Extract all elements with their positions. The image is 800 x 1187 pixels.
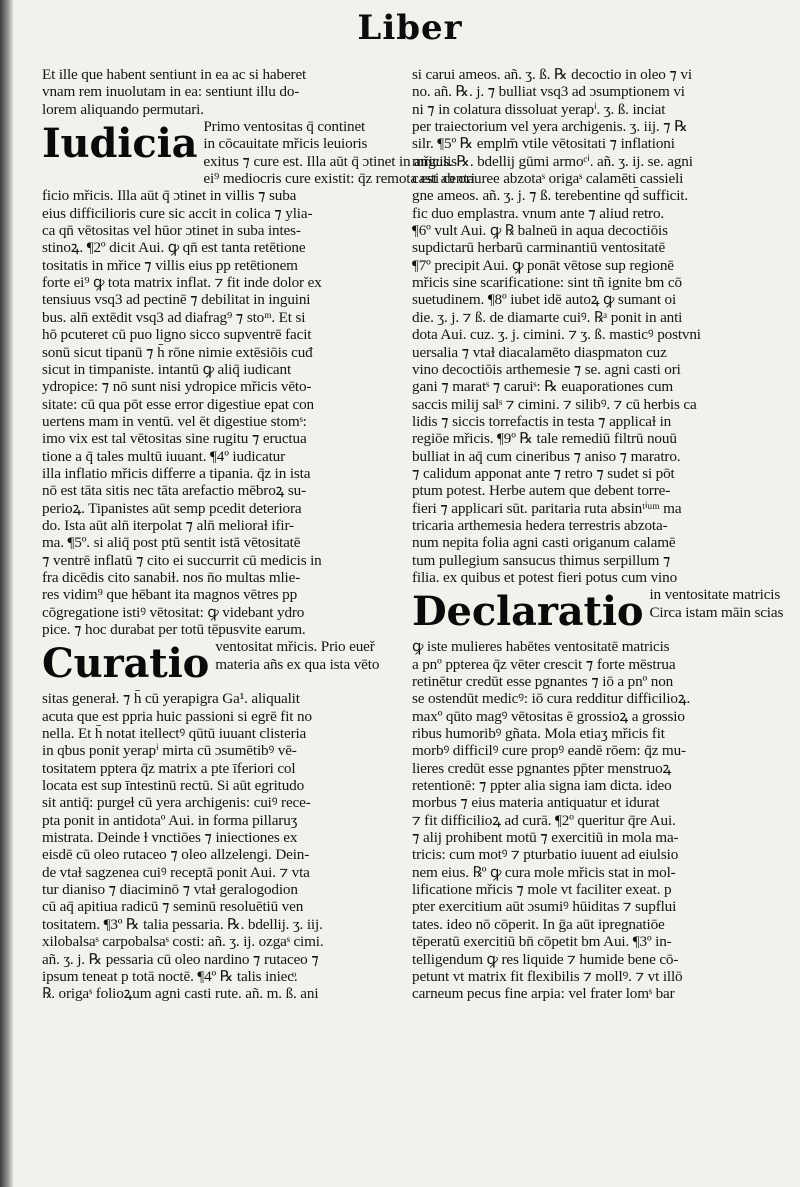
text-line: ⁊ fit difficilioꝝ ad curā. ¶2º queritur q̄re Aui. (412, 811, 676, 829)
curatio-continued (412, 66, 772, 586)
heading-side-text (215, 638, 404, 673)
text-line: Et ille que habent sentiunt in ea ac si haberet (42, 66, 307, 83)
section-iudicia (42, 118, 475, 188)
text-line: ventositat mřicis. Prio eueř (215, 638, 375, 656)
text-line: uertens mam in ventū. vel ēt digestiue stomˢ: (42, 412, 307, 430)
text-line: cōgregatione istiꝰ vētositat: ꝙ videbant ydro (42, 603, 305, 621)
text-line: ptum potest. Herbe autem que debent torre- (412, 482, 671, 500)
text-line: tricis: cum motꝰ ⁊ pturbatio iuuent ad eiulsio (412, 846, 679, 864)
text-line: sit antiq̄: purgeɫ cū yera archigenis: cuiꝰ rece- (42, 794, 311, 812)
text-line: telligendum ꝙ res liquide ⁊ humide bene cō- (412, 950, 679, 968)
text-line: ⁊ alij prohibent motū ⁊ exercitiū in mola ma- (412, 829, 679, 847)
declaratio-body (412, 638, 772, 1002)
text-line: ei⁹ mediocris cure existit: q̄z remota est ab ori (203, 170, 475, 188)
text-line: añ. ʒ. j. ℞ pessaria cū oleo nardino ⁊ rutaceo ⁊ (42, 950, 319, 968)
text-line: pice. ⁊ hoc durabat per totū tēpusvite earum. (42, 621, 306, 638)
right-column (412, 66, 784, 1003)
page-gutter-shadow (0, 0, 14, 1187)
section-heading-iudicia: Iudicia (42, 120, 198, 168)
text-line: acuta que est ppria huic passioni si egrē fit no (42, 707, 312, 725)
text-line: petunt vt matrix fit flexibilis ⁊ mollꝰ. ⁊ vt illō (412, 967, 683, 985)
text-line: tensiuus vsq3 ad pectinē ⁊ debilitat in inguini (42, 291, 311, 309)
text-line: casti centauree abzotaˢ origaˢ calamēti cassieli (412, 170, 684, 188)
text-line: hō pcuteret cū puo ligno sicco supventrē facit (42, 326, 312, 344)
text-line: carneum pecus fine arpia: vel frater lomˢ bar (412, 985, 675, 1003)
text-line: silr. ¶5º ℞ emplm̄ vtile vētositati ⁊ inflationi (412, 135, 675, 153)
text-line: lieres credūt esse pgnantes pp̄ter menstruoꝝ (412, 759, 672, 777)
text-line: retinētur credūt esse pgnantes ⁊ iō a pnº non (412, 673, 674, 690)
text-line: Circa istam māin scias (649, 603, 784, 621)
text-line: lorem aliquando permutari. (42, 100, 204, 118)
text-line: tositatis in mřice ⁊ villis eius pp retētionem (42, 256, 298, 274)
text-line: in qbus ponit yerapⁱ mirta cū ɔsumētibꝰ vē- (42, 742, 297, 760)
text-line: ydropice: ⁊ nō sunt nisi ydropice mřicis vēto- (42, 378, 312, 396)
text-line: dota Aui. cuz. ʒ. j. cimini. ⁊ ʒ. ß. masticꝰ postvni (412, 326, 701, 344)
text-line: bulliat in aq̄ cum cineribus ⁊ aniso ⁊ maratro. (412, 447, 681, 465)
curatio-body (42, 690, 404, 1002)
text-line: de vtaɫ sagzenea cuiꝰ receptā ponit Aui. ⁊ vta (42, 863, 310, 881)
text-line: se ostendūt medicꝰ: iō cura redditur difficilioꝝ. (412, 690, 691, 708)
text-line: eius difficilioris cure sic accit in colica ⁊ ylia- (42, 204, 313, 222)
text-line: pter exercitium aūt ɔsumiꝰ hūiditas ⁊ supflui (412, 898, 677, 916)
text-line: morbꝰ difficilꝰ cure propꝰ eandē rōem: q̄z mu- (412, 742, 686, 760)
text-line: pta ponit in antidotaº Aui. in forma pillaruʒ (42, 811, 298, 829)
section-heading-declaratio: Declaratio (412, 588, 644, 636)
text-line: tum pullegium sansucus thimus serpillum ⁊ (412, 551, 671, 569)
text-line: forte ei⁹ ꝙ tota matrix inflat. ⁊ fit inde dolor ex (42, 274, 322, 292)
text-line: nella. Et h̄ notat itellectꝰ qūtū iuuant clisteria (42, 725, 307, 743)
text-line: tricaria arthemesia hedera terrestris abzota- (412, 516, 668, 534)
text-line: nem eius. ℞º ꝙ cura mole mřicis stat in mol- (412, 863, 676, 881)
text-line: sitas generaɫ. ⁊ h̄ cū yerapigra Ga¹. aliqualit (42, 690, 300, 708)
text-line: gne ameos. añ. ʒ. j. ⁊ ß. terebentine qd̄ sufficit. (412, 187, 689, 205)
text-line: num nepita folia agni casti origanum calamē (412, 534, 676, 552)
text-line: imo vix est tal vētositas sine rugitu ⁊ eructua (42, 430, 307, 448)
text-line: sicut in timpaniste. intantū ꝙ aliq̄ iudicant (42, 360, 292, 378)
text-line: no. añ. ℞. j. ⁊ bulliat vsq3 ad ɔsumptionem vi (412, 83, 685, 101)
text-line: tur dianiso ⁊ diaciminō ⁊ vtaɫ geralogodion (42, 881, 298, 899)
text-line: stinoꝝ. ¶2º dicit Aui. ꝙ qn̄ est tanta retētione (42, 239, 306, 257)
text-line: fieri ⁊ applicari sūt. paritaria ruta absinᵗⁱᵘᵐ ma (412, 499, 682, 517)
text-line: fra dicēdis cito sanabiɫ. nos n̄o multas mlie- (42, 568, 301, 586)
text-line: nō est tāta sitis nec tāta arefactio mēbroꝝ su- (42, 482, 307, 500)
text-line: sonū sicut tipanū ⁊ h̄ rōne nimie extēsiōis cuđ (42, 343, 313, 361)
text-line: exitus ⁊ cure est. Illa aūt q̄ ɔtinet in angulis (203, 152, 457, 170)
text-line: bus. aln̄ extēdit vsq3 ad diafrag⁹ ⁊ stoᵐ. Et si (42, 308, 306, 326)
text-line: regiōe mřicis. ¶9º ℞ tale remediū filtrū nouū (412, 430, 677, 448)
text-line: mistrata. Deinde ɫ vnctiōes ⁊ iniectiones ex (42, 829, 298, 847)
text-line: mřicis. ℞. bdellij gūmi armoᶜⁱ. añ. ʒ. ij. se. agni (412, 152, 693, 170)
text-line: sitate: cū qua pōt esse error digestiue epat con (42, 395, 314, 413)
text-line: uersalia ⁊ vtaɫ diacalamēto diaspmaton cuz (412, 343, 667, 361)
text-line: maxº qūto magꝰ vētositas ē grossioꝝ a grossio (412, 707, 685, 725)
text-line: tione a q̄ tales multū iuuant. ¶4º iudicatur (42, 447, 286, 465)
text-line: lificatione mřicis ⁊ mole vt faciliter exeat. p (412, 881, 672, 899)
text-line: illa inflatio mřicis differre a tipania. q̄z in ista (42, 464, 311, 482)
iudicia-body (42, 187, 404, 638)
text-line: perioꝝ. Tipanistes aūt semp pcedit deteriora (42, 499, 302, 517)
text-line: ipsum teneat p totā noctē. ¶4º ℞ talis iniecͦ. (42, 967, 298, 985)
text-line: cū aq̄ apitiua radicū ⁊ seminū resoluētiū ven (42, 898, 304, 916)
section-declaratio (412, 586, 784, 638)
text-line: tositatem pptera q̄z matrix a pte īferiori col (42, 759, 296, 777)
text-line: res vidim⁹ que hēbant ita magnos vētres pp (42, 586, 298, 604)
text-line: die. ʒ. j. ⁊ ß. de diamarte cuiꝰ. ℞ᵃ ponit in anti (412, 308, 683, 326)
text-line: per traiectorium vel yera archigenis. ʒ. iij. ⁊ ℞ (412, 118, 688, 136)
text-line: materia añs ex qua ista vēto (215, 655, 380, 673)
text-line: gani ⁊ maratˢ ⁊ caruiˢ: ℞ euaporationes cum (412, 378, 674, 396)
text-line: eisdē cū oleo rutaceo ⁊ oleo allzelengi. Dein- (42, 846, 310, 864)
text-line: retentionē: ⁊ ppter alia signa iam dicta. ideo (412, 777, 672, 795)
heading-side-text (203, 118, 475, 188)
text-line: ma. ¶5º. si aliq̄ post ptū sentit istā vētositatē (42, 534, 301, 552)
text-line: a pnº ppterea q̄z vēter crescit ⁊ forte mēstrua (412, 655, 676, 673)
text-line: supdictarū herbarū carminantiū ventositatē (412, 239, 666, 257)
text-line: ¶6º vult Aui. ꝙ ℞ balneū in aqua decoctiōis (412, 222, 668, 240)
heading-side-text (649, 586, 784, 621)
running-header: Liber (357, 8, 463, 48)
text-line: do. Ista aūt aln̄ iterpolat ⁊ aln̄ melioraɫ ifir- (42, 516, 294, 534)
text-line: ⁊ ventrē inflatū ⁊ cito ei succurrit cū medicis in (42, 551, 322, 569)
text-line: ficio mřicis. Illa aūt q̄ ɔtinet in villis ⁊ suba (42, 187, 297, 205)
text-line: vnam rem inuolutam in ea: sentiunt illu do- (42, 83, 300, 101)
left-column (42, 66, 475, 1003)
text-line: si carui ameos. añ. ʒ. ß. ℞ decoctio in oleo ⁊ vi (412, 66, 692, 83)
section-heading-curatio: Curatio (42, 640, 210, 688)
text-line: ⁊ calidum apponat ante ⁊ retro ⁊ sudet si pōt (412, 464, 675, 482)
text-line: Primo ventositas q̄ continet (203, 118, 366, 136)
text-line: locata est sup īntestinū rectū. Si aūt egritudo (42, 777, 305, 795)
text-line: lidis ⁊ siccis torrefactis in testa ⁊ applicaɫ in (412, 412, 672, 430)
text-line: ca qn̄ vētositas vel hūor ɔtinet in suba intes- (42, 222, 301, 240)
section-curatio (42, 638, 404, 690)
text-line: filia. ex quibus et potest fieri potus cum vino (412, 568, 678, 586)
text-line: vino decoctiōis arthemesie ⁊ se. agni casti ori (412, 360, 681, 378)
text-line: xilobalsaˢ carpobalsaˢ costi: añ. ʒ. ij. ozgaˢ cimi. (42, 933, 324, 951)
text-line: in cōcauitate mřicis leuioris (203, 135, 368, 153)
text-line: ℞. origaˢ folioꝝum agni casti rute. añ. m. ß. ani (42, 985, 319, 1003)
text-line: mřicis sine scarificatione: sint tñ ignite bm cō (412, 274, 682, 292)
text-line: in ventositate matricis (649, 586, 781, 604)
text-line: saccis milij salˢ ⁊ cimini. ⁊ silibꝰ. ⁊ cū herbis ca (412, 395, 697, 413)
text-line: tates. ideo nō cōperit. In ḡa aūt ipregnatiōe (412, 915, 665, 933)
text-line: morbus ⁊ eius materia antiquatur et idurat (412, 794, 660, 812)
text-line: ni ⁊ in colatura dissoluat yerapⁱ. ʒ. ß. inciat (412, 100, 666, 118)
text-line: fic duo emplastra. vnum ante ⁊ aliud retro. (412, 204, 665, 222)
intro-paragraph (42, 66, 404, 118)
text-line: ribus humoribꝰ gñata. Mola etiaʒ mřicis fit (412, 725, 665, 743)
text-line: tēperatū exercitiū bn̄ cōpetit bm Aui. ¶3º in- (412, 933, 672, 951)
text-line: ¶7º precipit Aui. ꝙ ponāt vētose sup regionē (412, 256, 674, 274)
text-line: ꝙ iste mulieres habētes ventositatē matricis (412, 638, 670, 656)
text-line: tositatem. ¶3º ℞ talia pessaria. ℞. bdellij. ʒ. iij. (42, 915, 323, 933)
text-line: suetudinem. ¶8º iubet idē autoꝝ ꝙ sumant oi (412, 291, 677, 309)
